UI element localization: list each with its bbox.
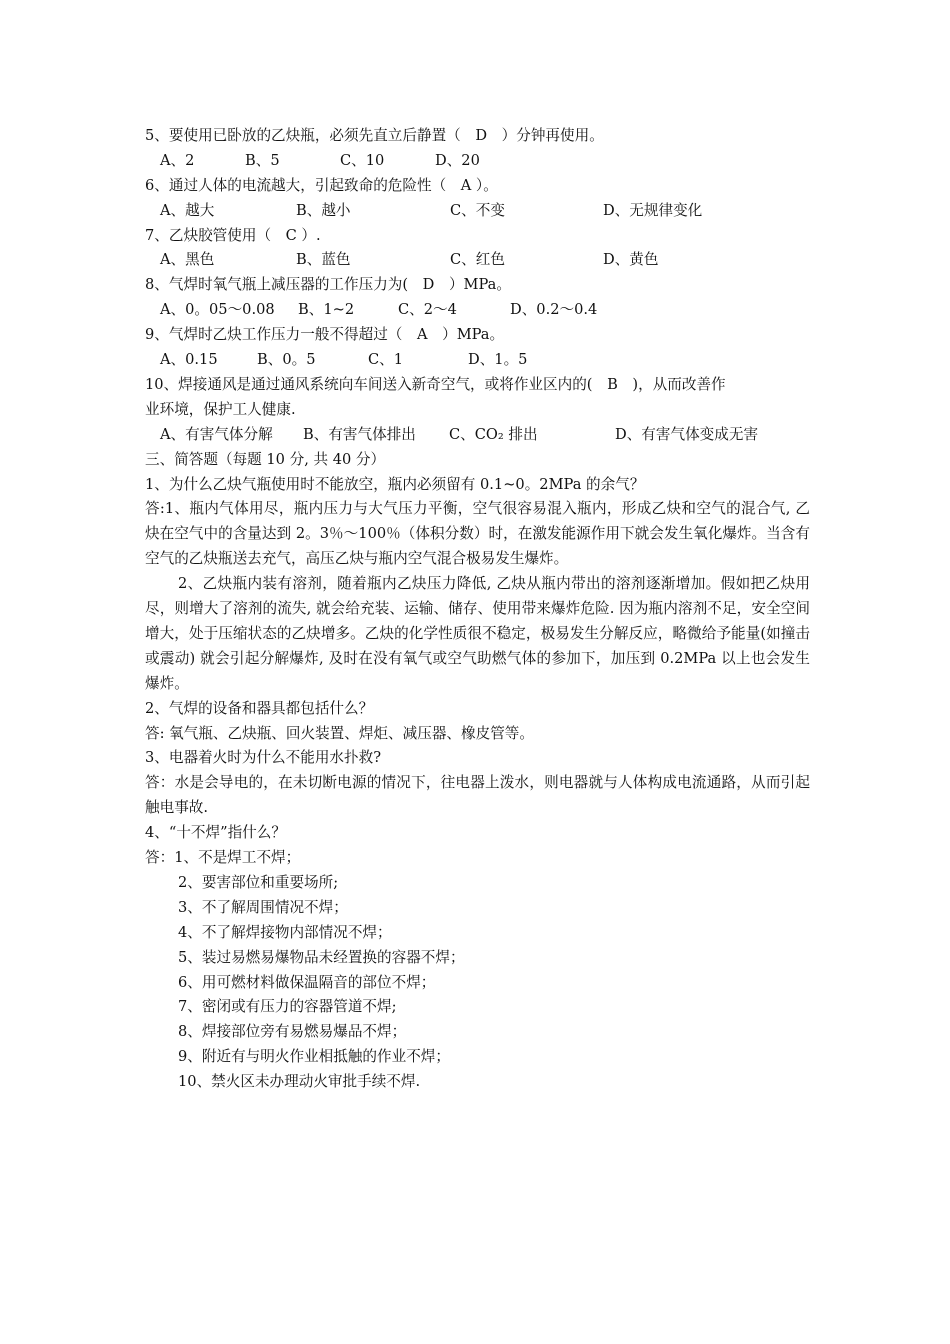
question-8-options [145, 298, 810, 323]
question-9-options [145, 348, 810, 373]
document-page [145, 124, 810, 1095]
question-7: 7、乙炔胶管使用（ C ）. [145, 226, 321, 244]
short-answer-2: 答: 氧气瓶、乙炔瓶、回火装置、焊炬、减压器、橡皮管等。 [145, 724, 534, 742]
short-answer-4-item: 8、焊接部位旁有易燃易爆品不焊； [178, 1023, 407, 1041]
short-question-3: 3、电器着火时为什么不能用水扑救? [145, 749, 382, 767]
short-answer-4-item: 2、要害部位和重要场所; [178, 873, 339, 891]
option-b: B、有害气体排出 [303, 425, 416, 443]
option-c: C、2～4 [398, 301, 457, 319]
option-d: D、无规律变化 [603, 201, 703, 219]
short-answer-1-part-1: 答:1、瓶内气体用尽，瓶内压力与大气压力平衡，空气很容易混入瓶内，形成乙炔和空气的混合气, 乙炔在空气中的含量达到 2。3％～100％（体积分数）时，在激发能源作用下就会发生氧化爆炸。当含有空气的乙炔瓶送去充气，高压乙炔与瓶内空气混合极易发生爆炸。 [145, 500, 810, 568]
question-5: 5、要使用已卧放的乙炔瓶，必须先直立后静置（ D ）分钟再使用。 [145, 127, 604, 144]
short-question-2: 2、气焊的设备和器具都包括什么？ [145, 699, 374, 717]
option-b: B、越小 [296, 201, 351, 219]
option-c: C、不变 [450, 201, 505, 219]
short-question-1: 1、为什么乙炔气瓶使用时不能放空，瓶内必须留有 0.1~0。2MPa 的余气？ [145, 475, 645, 493]
short-answer-4-item: 9、附近有与明火作业相抵触的作业不焊； [178, 1048, 450, 1066]
option-c: C、10 [340, 151, 385, 169]
short-answer-4-item: 10、禁火区未办理动火审批手续不焊. [178, 1073, 421, 1091]
option-a: A、有害气体分解 [160, 425, 273, 443]
option-d: D、20 [435, 151, 480, 169]
option-c: C、红色 [450, 251, 505, 269]
section-heading: 三、简答题（每题 10 分, 共 40 分） [145, 450, 386, 468]
short-question-4: 4、“十不焊”指什么？ [145, 824, 286, 842]
short-answer-3: 答：水是会导电的，在未切断电源的情况下，往电器上泼水，则电器就与人体构成电流通路，从而引起触电事故. [145, 774, 810, 817]
short-answer-4-item: 7、密闭或有压力的容器管道不焊; [178, 998, 397, 1016]
option-a: A、2 [160, 151, 195, 169]
option-d: D、0.2～0.4 [510, 301, 598, 319]
question-6-options [145, 199, 810, 224]
question-8: 8、气焊时氧气瓶上减压器的工作压力为( D ）MPa。 [145, 276, 511, 294]
option-d: D、黄色 [603, 251, 659, 269]
short-answer-4-item: 3、不了解周围情况不焊； [178, 898, 348, 916]
question-10-line-2: 业环境，保护工人健康. [145, 400, 296, 418]
option-c: C、1 [368, 351, 404, 369]
option-b: B、蓝色 [296, 251, 351, 269]
question-7-options [145, 248, 810, 273]
short-answer-4-item-1: 答：1、不是焊工不焊； [145, 849, 301, 867]
question-9: 9、气焊时乙炔工作压力一般不得超过（ A ）MPa。 [145, 326, 505, 344]
short-answer-4-item: 5、装过易燃易爆物品未经置换的容器不焊； [178, 948, 465, 966]
question-10-options [145, 423, 810, 448]
option-b: B、0。5 [257, 351, 316, 369]
option-a: A、越大 [160, 201, 215, 219]
option-a: A、0。05～0.08 [160, 301, 275, 319]
short-answer-4-item: 6、用可燃材料做保温隔音的部位不焊； [178, 973, 436, 991]
option-a: A、黑色 [160, 251, 215, 269]
question-5-options [145, 149, 810, 174]
option-d: D、1。5 [468, 351, 528, 369]
option-d: D、有害气体变成无害 [615, 425, 759, 443]
question-6: 6、通过人体的电流越大，引起致命的危险性（ A ）。 [145, 176, 498, 194]
short-answer-1-part-2: 2、乙炔瓶内装有溶剂，随着瓶内乙炔压力降低, 乙炔从瓶内带出的溶剂逐渐增加。假如把乙炔用尽，则增大了溶剂的流失, 就会给充装、运输、储存、使用带来爆炸危险. 因为瓶内溶剂不足，安全空间增大，处于压缩状态的乙炔增多。乙炔的化学性质很不稳定，极易发生分解反应，略微给予能量(如撞击或震动) 就会引起分解爆炸, 及时在没有氧气或空气助燃气体的参加下，加压到 0.2MPa 以上也会发生爆炸。 [145, 575, 810, 692]
question-10-line-1: 10、焊接通风是通过通风系统向车间送入新奇空气，或将作业区内的( B )，从而改善作 [145, 375, 726, 393]
option-b: B、1~2 [298, 301, 355, 319]
option-b: B、5 [245, 151, 280, 169]
option-a: A、0.15 [160, 351, 218, 369]
option-c: C、CO₂ 排出 [449, 425, 538, 443]
short-answer-4-item: 4、不了解焊接物内部情况不焊； [178, 923, 392, 941]
